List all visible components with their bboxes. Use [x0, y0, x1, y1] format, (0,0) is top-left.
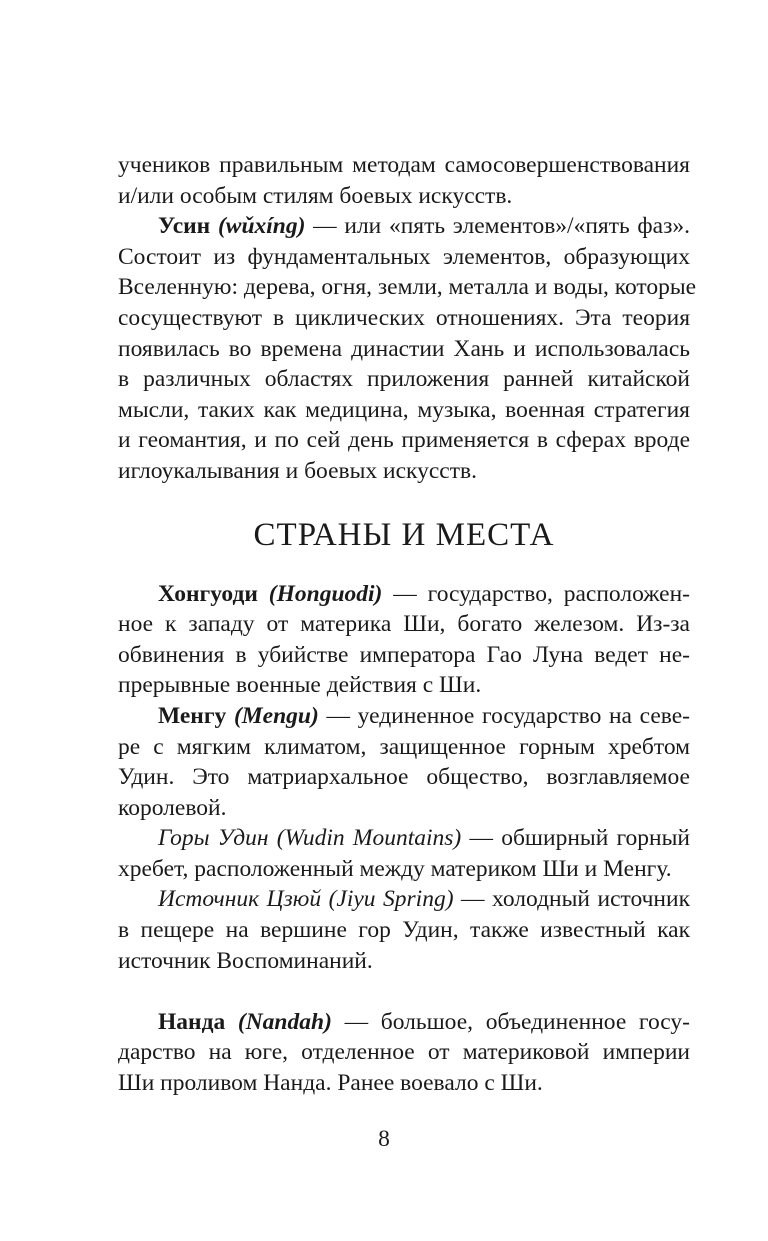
wuxing-term: Усин	[158, 213, 211, 240]
nanda-line-1: дарство на юге, отделенное от материковой империи	[118, 1039, 690, 1066]
mengu-first-line	[118, 701, 690, 732]
wudin-term: Горы Удин (Wudin Mountains)	[158, 825, 462, 852]
wuxing-first-line	[118, 211, 690, 242]
honguodi-line-0: — государство, расположен-	[382, 580, 690, 607]
jiyu-line-2: источник Воспоминаний.	[118, 947, 373, 974]
wuxing-line-8: иглоукалывания и боевых искусств.	[118, 457, 477, 484]
mengu-line-3: королевой.	[118, 794, 227, 821]
wuxing-pinyin: (wǔxíng)	[217, 213, 306, 240]
honguodi-latin: (Honguodi)	[268, 580, 383, 607]
honguodi-line-2: обвинения в убийстве императора Гао Луна ведет не-	[118, 641, 690, 668]
page-body	[118, 150, 697, 1099]
wuxing-line-4: появилась во времена династии Хань и использовалась	[118, 335, 690, 362]
nanda-line-0: — большое, объединенное госу-	[331, 1008, 690, 1035]
jiyu-term: Источник Цзюй (Jiyu Spring)	[158, 886, 454, 913]
wuxing-line-1: Состоит из фундаментальных элементов, образующих	[118, 243, 690, 270]
wuxing-line-5: в различных областях приложения ранней китайской	[118, 366, 690, 393]
honguodi-first-line	[118, 579, 690, 610]
wuxing-line-3: сосуществуют в циклических отношениях. Эта теория	[118, 304, 690, 331]
wuxing-line-7: и геомантия, и по сей день применяется в сферах вроде	[118, 427, 690, 454]
mengu-line-0: — уединенное государство на севе-	[318, 702, 691, 729]
nanda-term: Нанда	[158, 1008, 226, 1035]
intro-line-1: учеников правильным методам самосовершенствования	[118, 152, 690, 178]
mengu-line-1: ре с мягким климатом, защищенное горным хребтом	[118, 733, 690, 760]
honguodi-term: Хонгуоди	[158, 580, 258, 607]
blank-line	[118, 976, 690, 1007]
honguodi-line-1: ное к западу от материка Ши, богато железом. Из-за	[118, 611, 690, 638]
section-heading: СТРАНЫ И МЕСТА	[253, 516, 555, 553]
mengu-term: Менгу	[158, 702, 227, 729]
nanda-latin: (Nandah)	[237, 1008, 332, 1035]
wuxing-line-2: Вселенную: дерева, огня, земли, металла и воды, которые	[118, 274, 697, 301]
mengu-latin: (Mengu)	[233, 702, 319, 729]
wudin-line-1: хребет, расположенный между материком Ши и Менгу.	[118, 855, 672, 882]
page-number: 8	[378, 1126, 390, 1152]
wuxing-line-6: мысли, таких как медицина, музыка, военная стратегия	[118, 396, 690, 423]
intro-line-2: и/или особым стилям боевых искусств.	[118, 182, 513, 209]
wuxing-line-0: — или «пять элементов»/«пять фаз».	[305, 213, 690, 240]
jiyu-first-line	[118, 884, 690, 915]
jiyu-line-1: в пещере на вершине гор Удин, также известный как	[118, 917, 690, 944]
wudin-first-line	[118, 823, 690, 854]
nanda-line-2: Ши проливом Нанда. Ранее воевало с Ши.	[118, 1070, 543, 1097]
jiyu-line-0: — холодный источник	[453, 886, 690, 913]
wudin-line-0: — обширный горный	[461, 825, 690, 852]
honguodi-line-3: прерывные военные действия с Ши.	[118, 672, 482, 699]
nanda-first-line	[118, 1007, 690, 1038]
mengu-line-2: Удин. Это матриархальное общество, возглавляемое	[118, 764, 690, 791]
